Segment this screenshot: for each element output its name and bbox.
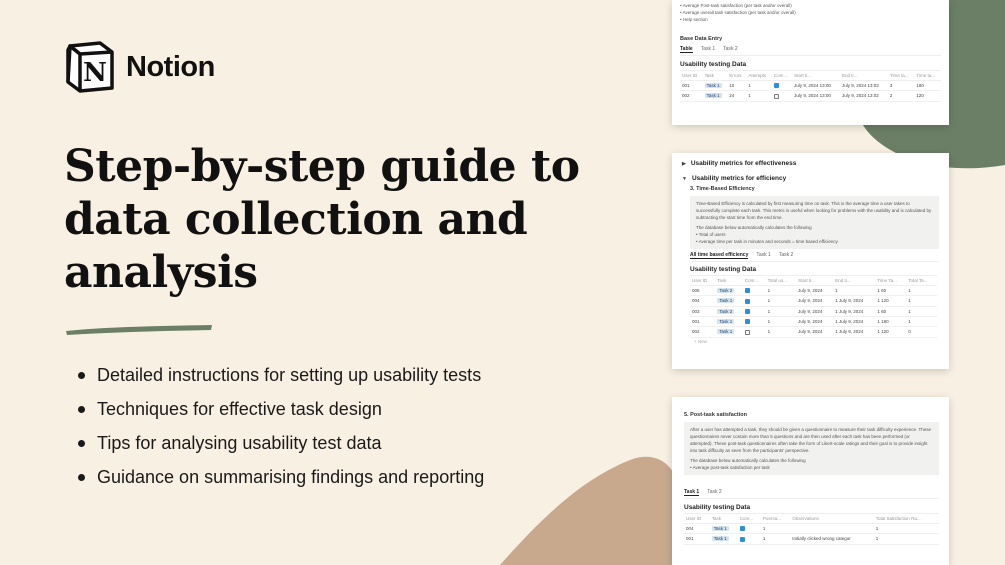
checkbox-checked[interactable]	[745, 319, 750, 324]
tab-task-1[interactable]: Task 1	[756, 252, 771, 258]
callout-box	[684, 422, 939, 475]
bullet-icon	[78, 474, 85, 481]
column-header: End ti...	[840, 71, 888, 81]
tab-task-1[interactable]: Task 1	[684, 489, 700, 495]
feature-item	[78, 426, 484, 460]
chevron-right-icon: ▶	[682, 160, 686, 167]
table-cell: 1	[766, 286, 797, 296]
table-cell: July 9, 2024	[796, 327, 833, 337]
table-cell: 1	[761, 534, 790, 544]
tab-all[interactable]: All time based efficiency	[690, 252, 749, 258]
checkbox-checked[interactable]	[745, 309, 750, 314]
section-heading: 3. Time-Based Efficiency	[690, 186, 755, 192]
column-header: User ID	[680, 71, 703, 81]
table-cell: 002	[690, 327, 715, 337]
table-row[interactable]	[684, 534, 939, 544]
column-header: Start ti...	[796, 276, 833, 286]
column-header: User ID	[690, 276, 715, 286]
table-cell: 1 60	[875, 306, 906, 316]
table-row[interactable]	[684, 524, 939, 534]
data-table	[690, 275, 937, 338]
database-title: Usability testing Data	[684, 504, 751, 511]
checkbox-checked[interactable]	[740, 537, 745, 542]
feature-list	[78, 358, 484, 494]
list-item: • Help section	[680, 17, 708, 22]
list-item: • Total of users	[696, 232, 726, 237]
column-header: Total Satisfaction Ra...	[874, 514, 939, 524]
list-item: • Average time per task in minutes and seconds = time based efficiency	[696, 239, 838, 244]
column-header: Total us...	[766, 276, 797, 286]
view-tabs	[684, 489, 939, 499]
svg-text:N: N	[83, 58, 107, 88]
checkbox-checked[interactable]	[774, 83, 779, 88]
table-cell: 004	[690, 296, 715, 306]
table-row[interactable]	[690, 296, 937, 306]
tan-blob-decoration	[500, 440, 690, 565]
table-cell: 1 July 9, 2024	[833, 316, 875, 326]
table-cell: 1	[906, 316, 937, 326]
feature-text: Tips for analysing usability test data	[97, 433, 382, 453]
bullet-icon	[78, 440, 85, 447]
callout-text: The database below automatically calculates the following	[696, 225, 812, 230]
table-cell: 1 120	[875, 296, 906, 306]
table-cell: 1 60	[875, 286, 906, 296]
table-row[interactable]	[690, 286, 937, 296]
chevron-down-icon: ▼	[682, 175, 687, 182]
page-title: Step-by-step guide to data collection and analysis	[64, 141, 580, 298]
bullet-icon	[78, 372, 85, 379]
table-cell: 1	[766, 316, 797, 326]
feature-text: Detailed instructions for setting up usability tests	[97, 365, 482, 385]
tab-task-1[interactable]: Task 1	[700, 46, 716, 52]
column-header: Task	[715, 276, 743, 286]
table-cell: July 9, 2024	[796, 306, 833, 316]
table-cell: July 9, 2024	[796, 286, 833, 296]
table-cell: 005	[690, 286, 715, 296]
table-cell: 001	[684, 534, 710, 544]
view-tabs	[690, 252, 939, 262]
table-cell: 1	[766, 306, 797, 316]
table-cell: 003	[690, 306, 715, 316]
column-header: Total Ta...	[906, 276, 937, 286]
table-row[interactable]	[690, 327, 937, 337]
callout-text: Time-Based Efficiency is calculated by first measuring time on task. This is the average time a user takes to successfully complete each task. This metric is useful when looking for problems with the usability and is calculated by subtracting the start time from the end time.	[696, 201, 932, 220]
table-row[interactable]	[690, 316, 937, 326]
toggle-efficiency[interactable]: ▼ Usability metrics for efficiency	[682, 175, 787, 182]
feature-item	[78, 392, 484, 426]
table-cell: July 9, 2024	[796, 296, 833, 306]
table-cell: 1 180	[875, 316, 906, 326]
table-row[interactable]: 002 Task 1 24 1 July 9, 2024 13:00 July 9, 2024 13:02 2 120	[680, 91, 941, 101]
table-cell: 001	[690, 316, 715, 326]
column-header: Com...	[772, 71, 792, 81]
new-row-button[interactable]: + New	[694, 338, 707, 344]
tab-task-2[interactable]: Task 2	[778, 252, 794, 258]
section-heading: Base Data Entry	[680, 36, 723, 42]
table-cell: 1 July 9, 2024	[833, 306, 875, 316]
feature-item	[78, 460, 484, 494]
table-cell: 1	[766, 327, 797, 337]
feature-item	[78, 358, 484, 392]
table-cell: 1	[906, 306, 937, 316]
toggle-effectiveness[interactable]: ▶ Usability metrics for effectiveness	[682, 160, 797, 167]
table-cell: 1	[833, 286, 875, 296]
bullet-icon	[78, 406, 85, 413]
column-header: Errors	[727, 71, 746, 81]
section-heading: 5. Post-task satisfaction	[684, 412, 747, 418]
notion-screenshot-efficiency	[672, 153, 949, 369]
table-cell: 1	[766, 296, 797, 306]
task-tag: Task 1	[719, 329, 733, 335]
tab-task-2[interactable]: Task 2	[707, 489, 722, 495]
table-cell: 1 120	[875, 327, 906, 337]
list-item: • Average post-task satisfaction per task	[690, 465, 770, 470]
callout-box	[690, 196, 939, 249]
notion-logo-icon	[64, 40, 116, 94]
task-tag: Task 1	[719, 319, 733, 325]
table-cell: July 9, 2024	[796, 316, 833, 326]
task-tag: Task 2	[719, 288, 733, 294]
table-cell	[790, 524, 874, 534]
checkbox-checked[interactable]	[745, 288, 750, 293]
column-header: Time Ta...	[875, 276, 906, 286]
task-tag: Task 1	[719, 298, 733, 304]
column-header: Time ta...	[888, 71, 915, 81]
column-header: Com...	[738, 514, 761, 524]
column-header: Com...	[743, 276, 766, 286]
callout-text: The database below automatically calculates the following	[690, 458, 806, 463]
column-header: Time ta...	[914, 71, 941, 81]
table-row[interactable]	[690, 306, 937, 316]
column-header: User ID	[684, 514, 710, 524]
table-cell: 1	[874, 534, 939, 544]
callout-text: After a user has attempted a task, they should be given a questionnaire to measure their task difficulty experience. These questionnaires never contain more than 5 questions and are then used after each task has been performed (or attempted). These post-task questionnaires often take the form of Likert-scale ratings and their goal is to provide insight into task difficulty as seen from the participants' perspective.	[690, 427, 931, 453]
table-cell: 004	[684, 524, 710, 534]
tab-task-2[interactable]: Task 2	[723, 46, 738, 52]
logo-wordmark: Notion	[126, 50, 215, 83]
checkbox-checked[interactable]	[740, 526, 745, 531]
table-cell: 1	[906, 286, 937, 296]
task-tag: Task 2	[719, 308, 733, 314]
tab-table[interactable]: Table	[680, 46, 693, 52]
column-header: Observations	[790, 514, 874, 524]
notion-screenshot-satisfaction	[672, 397, 949, 565]
checkbox-checked[interactable]	[745, 299, 750, 304]
checkbox-unchecked[interactable]	[745, 330, 750, 335]
task-tag: Task 1	[713, 536, 727, 542]
database-title: Usability testing Data	[690, 266, 757, 273]
list-item: • Average Post-task satisfaction (per task and/or overall)	[680, 3, 792, 8]
notion-logo	[64, 40, 215, 94]
column-header: Task	[710, 514, 738, 524]
data-table	[684, 513, 939, 545]
table-cell: Initially clicked wrong categor	[790, 534, 874, 544]
column-header: Start ti...	[792, 71, 840, 81]
column-header: Post-ta...	[761, 514, 790, 524]
database-title: Usability testing Data	[680, 61, 747, 68]
data-table	[680, 70, 941, 102]
table-row[interactable]: 001 Task 1 10 1 July 9, 2024 13:00 July 9, 2024 13:03 3 180	[680, 81, 941, 91]
task-tag: Task 1	[713, 526, 727, 532]
table-cell: 1 July 9, 2024	[833, 296, 875, 306]
checkbox-unchecked[interactable]	[774, 94, 779, 99]
brush-underline-decoration	[64, 322, 214, 336]
feature-text: Techniques for effective task design	[97, 399, 382, 419]
table-cell: 0	[906, 327, 937, 337]
list-item: • Average overall task satisfaction (per task and/or overall)	[680, 10, 796, 15]
view-tabs	[680, 46, 941, 56]
column-header: Task	[703, 71, 728, 81]
column-header: Attempts	[746, 71, 772, 81]
column-header: End ti...	[833, 276, 875, 286]
table-cell: 1	[874, 524, 939, 534]
table-cell: 1	[906, 296, 937, 306]
table-cell: 1 July 9, 2024	[833, 327, 875, 337]
notion-screenshot-base-data	[672, 0, 949, 125]
feature-text: Guidance on summarising findings and reporting	[97, 467, 485, 487]
table-cell: 1	[761, 524, 790, 534]
